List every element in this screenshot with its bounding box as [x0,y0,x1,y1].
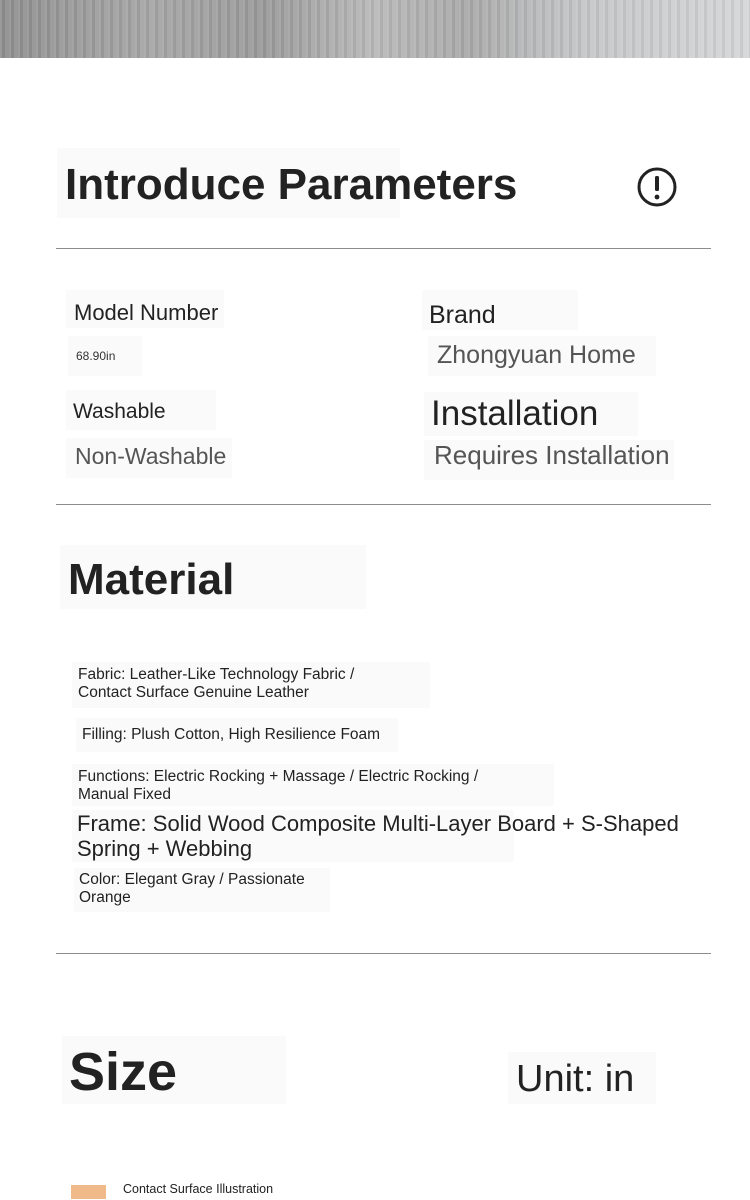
installation-value: Requires Installation [434,440,670,470]
material-fabric-line-1: Fabric: Leather-Like Technology Fabric / [78,666,355,683]
washable-value: Non-Washable [75,443,227,469]
contact-surface-swatch [71,1185,106,1199]
material-fabric-line-2: Contact Surface Genuine Leather [78,684,309,701]
model-number-label: Model Number [74,300,219,325]
size-unit: Unit: in [516,1058,635,1100]
divider-1 [56,248,711,249]
material-fabric [78,666,354,702]
brand-value: Zhongyuan Home [437,341,636,369]
material-functions-line-1: Functions: Electric Rocking + Massage / Electric Rocking / [78,768,479,785]
parameters-title: Introduce Parameters [65,160,518,209]
material-filling: Filling: Plush Cotton, High Resilience Foam [82,726,381,743]
installation-label: Installation [431,394,599,433]
material-color [79,871,305,907]
washable-label: Washable [73,400,166,423]
divider-3 [56,953,711,954]
divider-2 [56,504,711,505]
material-title: Material [68,555,235,604]
info-alert-icon [637,167,677,207]
header-banner-image [0,0,750,58]
material-functions-line-2: Manual Fixed [78,786,172,803]
model-number-value: 68.90in [76,349,116,363]
brand-label: Brand [429,301,496,329]
material-color-line-1: Color: Elegant Gray / Passionate [79,871,305,888]
material-color-line-2: Orange [79,889,131,906]
contact-surface-label: Contact Surface Illustration [123,1182,274,1196]
material-functions [78,768,478,804]
material-frame-line-2: Spring + Webbing [77,836,253,861]
material-frame [77,811,679,861]
material-frame-line-1: Frame: Solid Wood Composite Multi-Layer Board + S-Shaped [77,811,679,836]
size-title: Size [69,1042,178,1102]
